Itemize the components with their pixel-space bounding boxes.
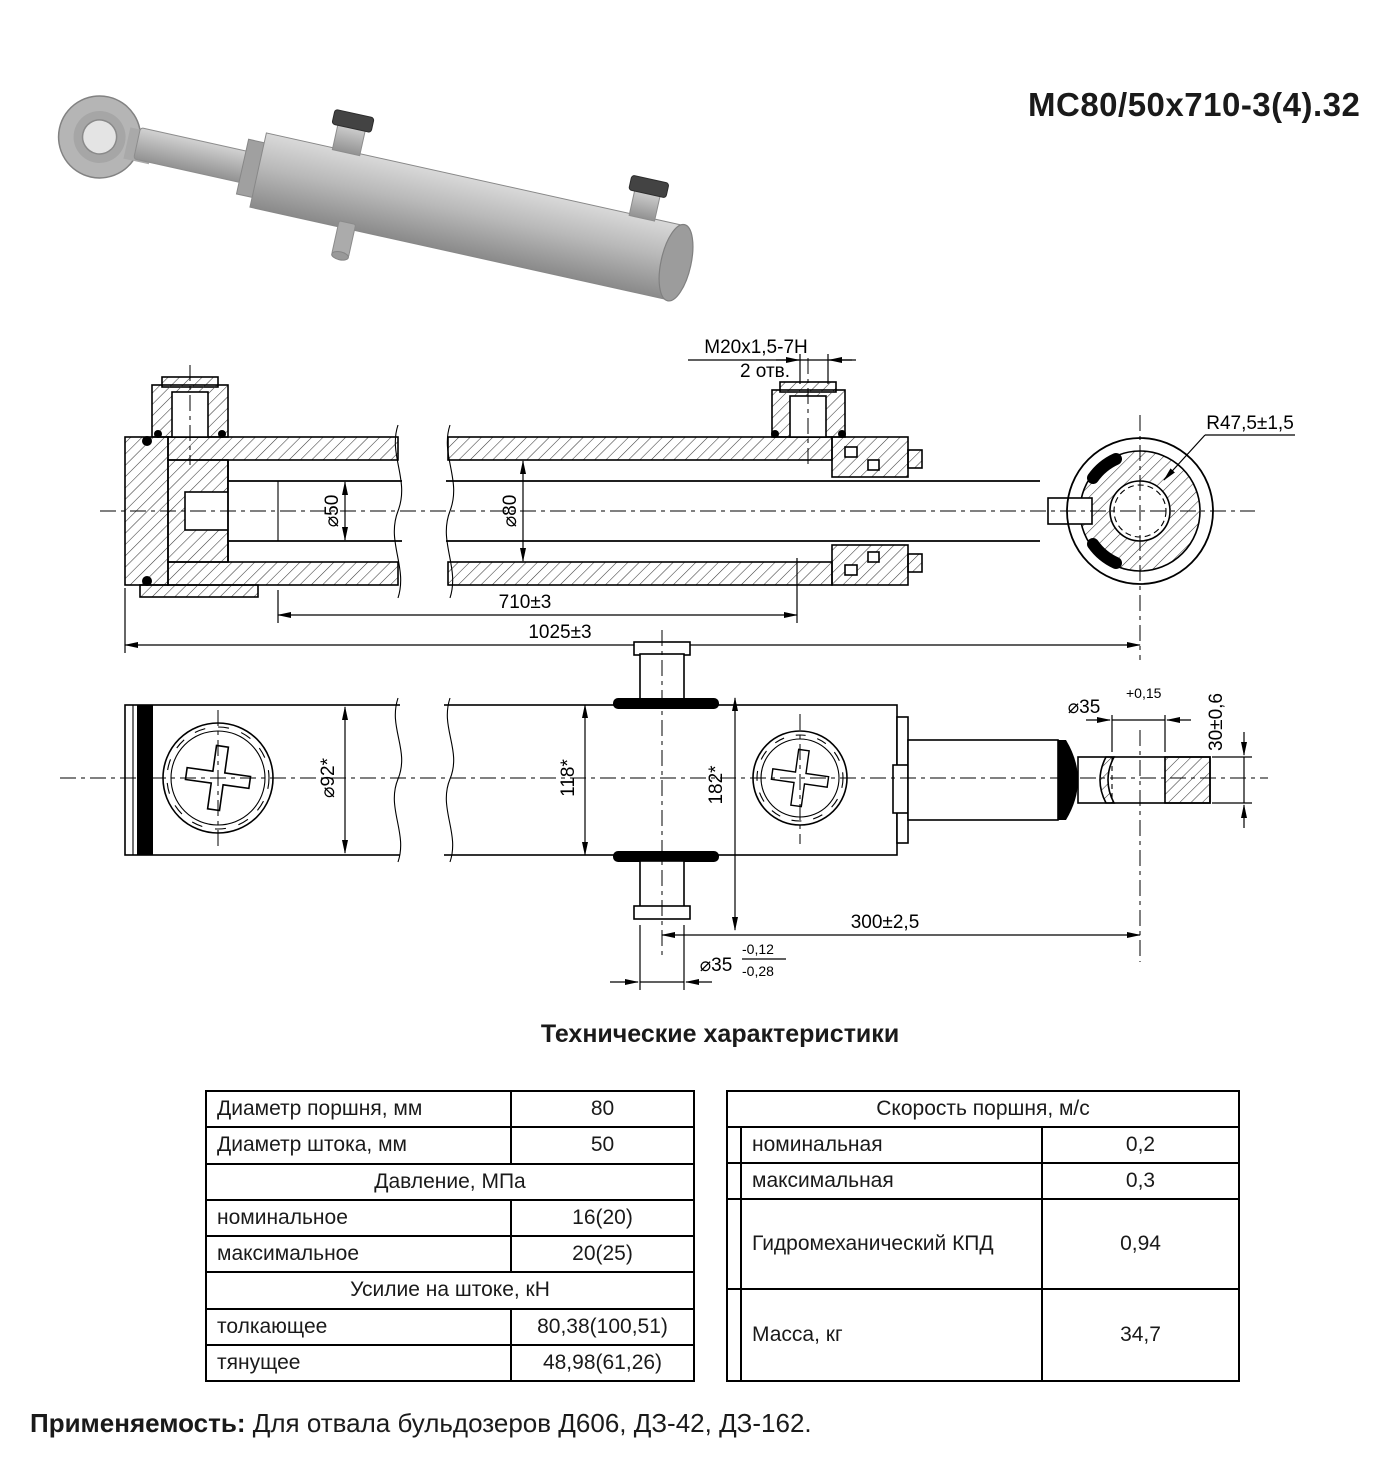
svg-text:⌀35: ⌀35 [699,955,733,976]
spec-label: номинальное [206,1200,511,1236]
dim-bore-diameter [500,461,523,561]
spec-group-header: Скорость поршня, м/с [727,1091,1239,1127]
spec-value: 0,94 [1042,1199,1239,1289]
product-title: МС80/50х710-3(4).32 [1028,86,1361,123]
spec-value: 16(20) [511,1200,694,1236]
port-fitting-rear-3d [623,175,669,222]
spec-label: максимальное [206,1236,511,1272]
table-row [206,1164,694,1200]
svg-text:182*: 182* [706,765,727,805]
table-row [206,1309,694,1345]
svg-text:R47,5±1,5: R47,5±1,5 [1206,413,1294,434]
spec-label: толкающее [206,1309,511,1345]
svg-text:+0,15: +0,15 [1126,685,1162,701]
table-row [206,1345,694,1381]
dim-thread [688,337,856,384]
spec-label: номинальная [741,1127,1042,1163]
dim-closed-length [125,588,1140,653]
side-pin-3d [331,221,356,262]
engineering-drawing [0,330,1395,1010]
application-text: Для отвала бульдозеров Д606, ДЗ-42, ДЗ-162. [245,1408,812,1438]
application-note [30,1408,812,1439]
table-row [727,1289,1239,1381]
svg-text:⌀92*: ⌀92* [318,758,339,798]
spec-label: Масса, кг [741,1289,1042,1381]
piston-rod-3d [134,128,253,184]
spec-group-header: Усилие на штоке, кН [206,1272,694,1308]
specs-table-right [726,1090,1240,1382]
end-weld-ring [137,705,153,855]
table-row [206,1236,694,1272]
spec-group-header: Давление, МПа [206,1164,694,1200]
specs-heading: Технические характеристики [540,1020,900,1048]
table-row [206,1127,694,1163]
specs-table-left [205,1090,695,1382]
dim-eye-bore [1068,685,1191,752]
external-view [60,630,1268,990]
port-fitting-front-3d [326,109,374,157]
svg-text:1025±3: 1025±3 [528,622,592,643]
specs-tables [205,1090,1240,1382]
spec-value: 0,3 [1042,1163,1239,1199]
spec-value: 0,2 [1042,1127,1239,1163]
dim-rod-end-length [662,912,1140,935]
section-view [100,337,1295,660]
svg-text:⌀50: ⌀50 [322,494,343,528]
gland-and-rod [893,717,1210,962]
spec-value: 20(25) [511,1236,694,1272]
application-label: Применяемость: [30,1408,246,1438]
svg-text:-0,28: -0,28 [742,963,774,979]
svg-text:М20х1,5-7Н: М20х1,5-7Н [704,337,808,358]
table-row [206,1200,694,1236]
spec-value: 80 [511,1091,694,1127]
svg-text:710±3: 710±3 [498,592,552,613]
spec-value: 34,7 [1042,1289,1239,1381]
table-row [727,1163,1239,1199]
spec-label: тянущее [206,1345,511,1381]
spec-label: Диаметр поршня, мм [206,1091,511,1127]
table-row [206,1272,694,1308]
table-row [727,1091,1239,1127]
svg-text:2 отв.: 2 отв. [739,361,791,382]
table-row [727,1127,1239,1163]
dim-eye-width [1206,693,1252,828]
spec-label: максимальная [741,1163,1042,1199]
svg-text:300±2,5: 300±2,5 [850,912,920,933]
spec-value: 80,38(100,51) [511,1309,694,1345]
svg-text:-0,12: -0,12 [742,941,774,957]
spec-label: Диаметр штока, мм [206,1127,511,1163]
spec-value: 50 [511,1127,694,1163]
svg-text:118*: 118* [558,759,579,797]
port-boss-top [613,642,719,709]
table-row [206,1091,694,1127]
table-row [727,1199,1239,1289]
cylinder-body-3d [250,133,684,300]
cylinder-3d-render [30,55,800,335]
spec-label: Гидромеханический КПД [741,1199,1042,1289]
svg-text:⌀35: ⌀35 [1067,697,1101,718]
svg-text:⌀80: ⌀80 [500,494,521,528]
svg-text:30±0,6: 30±0,6 [1206,693,1227,751]
spec-value: 48,98(61,26) [511,1345,694,1381]
